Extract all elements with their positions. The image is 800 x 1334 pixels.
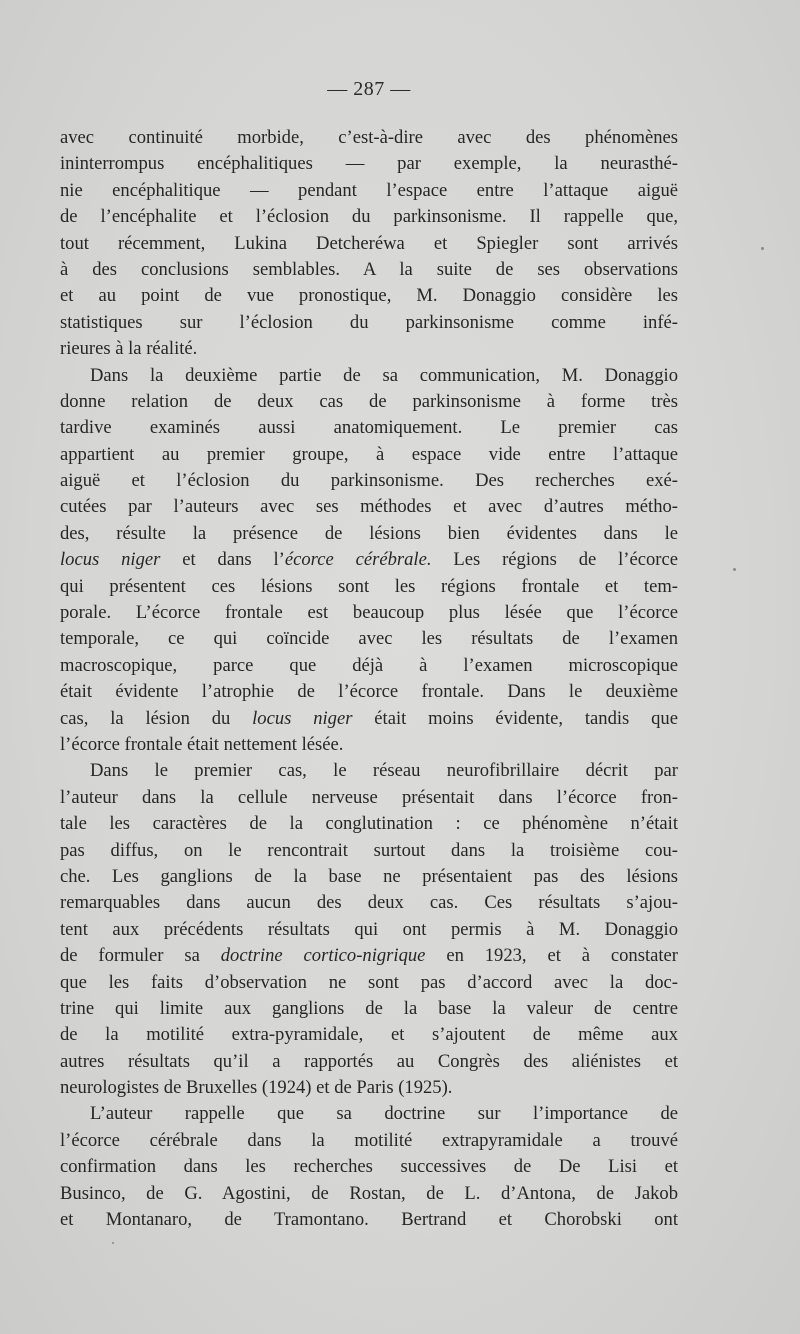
- text-run: Businco, de G. Agostini, de Rostan, de L. d’Antona, de Jakob: [60, 1182, 678, 1204]
- text-run: et dans l’: [160, 549, 285, 571]
- italic-text: locus niger: [252, 707, 353, 729]
- text-run: tout récemment, Lukina Detcheréwa et Spiegler sont arrivés: [60, 232, 678, 254]
- text-line: [60, 310, 678, 336]
- text-run: que les faits d’observation ne sont pas d’accord avec la doc-: [60, 971, 678, 993]
- text-line: [60, 970, 678, 996]
- text-run: l’auteur dans la cellule nerveuse présentait dans l’écorce fron-: [60, 786, 678, 808]
- text-run: Dans la deuxième partie de sa communication, M. Donaggio: [90, 364, 678, 386]
- text-line: [60, 231, 678, 257]
- italic-text: doctrine cortico-nigrique: [220, 945, 426, 967]
- text-line: [60, 1181, 678, 1207]
- text-run: L’auteur rappelle que sa doctrine sur l’importance de: [90, 1103, 678, 1125]
- text-line: [60, 653, 678, 679]
- italic-text: locus niger: [60, 549, 161, 571]
- text-line: [60, 389, 678, 415]
- text-line: [60, 1128, 678, 1154]
- text-line: [60, 574, 678, 600]
- text-run: aiguë et l’éclosion du parkinsonisme. Des recherches exé-: [60, 470, 678, 492]
- text-line: [60, 838, 678, 864]
- text-run: et Montanaro, de Tramontano. Bertrand et Chorobski ont: [60, 1209, 678, 1231]
- text-run: tardive examinés aussi anatomiquement. Le premier cas: [60, 417, 678, 439]
- paper-speck: [112, 1242, 114, 1244]
- text-line: [60, 442, 678, 468]
- text-run: des, résulte la présence de lésions bien évidentes dans le: [60, 522, 678, 544]
- text-run: était moins évidente, tandis que: [352, 707, 678, 729]
- text-run: de l’encéphalite et l’éclosion du parkinsonisme. Il rappelle que,: [60, 206, 678, 228]
- text-run: autres résultats qu’il a rapportés au Congrès des aliénistes et: [60, 1050, 678, 1072]
- text-run: remarquables dans aucun des deux cas. Ces résultats s’ajou-: [60, 892, 678, 914]
- text-line: [60, 1022, 678, 1048]
- text-run: cas, la lésion du: [60, 707, 253, 729]
- text-line: [60, 1075, 678, 1101]
- text-line: [60, 468, 678, 494]
- text-line: [60, 600, 678, 626]
- text-run: porale. L’écorce frontale est beaucoup plus lésée que l’écorce: [60, 602, 678, 624]
- body-text: [60, 125, 678, 1233]
- text-run: avec continuité morbide, c’est-à-dire avec des phénomènes: [60, 127, 678, 148]
- text-run: Dans le premier cas, le réseau neurofibrillaire décrit par: [90, 760, 678, 782]
- text-run: che. Les ganglions de la base ne présentaient pas des lésions: [60, 865, 678, 887]
- text-line: [60, 785, 678, 811]
- page-number: — 287 —: [327, 78, 411, 100]
- text-run: pas diffus, on le rencontrait surtout dans la troisième cou-: [60, 839, 678, 861]
- text-line: [60, 996, 678, 1022]
- text-line: [60, 943, 678, 969]
- text-run: trine qui limite aux ganglions de la base la valeur de centre: [60, 997, 678, 1019]
- text-line: [60, 917, 678, 943]
- text-line: [60, 494, 678, 520]
- text-line: [60, 1207, 678, 1233]
- text-run: de formuler sa: [60, 945, 221, 967]
- text-line: [60, 626, 678, 652]
- text-line: [60, 204, 678, 230]
- paper-speck: [761, 247, 764, 250]
- text-run: était évidente l’atrophie de l’écorce frontale. Dans le deuxième: [60, 681, 678, 703]
- text-run: donne relation de deux cas de parkinsonisme à forme très: [60, 390, 678, 412]
- text-run: qui présentent ces lésions sont les régions frontale et tem-: [60, 575, 678, 597]
- text-run: rieures à la réalité.: [60, 338, 198, 360]
- text-line: [60, 1154, 678, 1180]
- text-line: [60, 758, 678, 784]
- text-line: [60, 151, 678, 177]
- text-run: en 1923, et à constater: [425, 945, 678, 967]
- text-line: [60, 1101, 678, 1127]
- text-run: macroscopique, parce que déjà à l’examen microscopique: [60, 654, 678, 676]
- text-run: tent aux précédents résultats qui ont permis à M. Donaggio: [60, 918, 678, 940]
- text-line: [60, 336, 678, 362]
- text-run: l’écorce frontale était nettement lésée.: [60, 733, 344, 755]
- text-line: [60, 415, 678, 441]
- text-line: [60, 811, 678, 837]
- text-run: confirmation dans les recherches successives de De Lisi et: [60, 1156, 678, 1178]
- italic-text: écorce cérébrale.: [284, 549, 432, 571]
- text-run: neurologistes de Bruxelles (1924) et de Paris (1925).: [60, 1077, 453, 1099]
- text-line: [60, 363, 678, 389]
- text-line: [60, 1049, 678, 1075]
- text-line: [60, 283, 678, 309]
- text-run: et au point de vue pronostique, M. Donaggio considère les: [60, 285, 678, 307]
- text-line: [60, 679, 678, 705]
- paper-speck: [733, 568, 736, 571]
- text-line: [60, 521, 678, 547]
- text-line: [60, 257, 678, 283]
- text-run: de la motilité extra-pyramidale, et s’ajoutent de même aux: [60, 1024, 678, 1046]
- text-line: [60, 178, 678, 204]
- text-line: [60, 706, 678, 732]
- text-run: à des conclusions semblables. A la suite de ses observations: [60, 258, 678, 280]
- text-run: appartient au premier groupe, à espace vide entre l’attaque: [60, 443, 678, 465]
- text-run: Les régions de l’écorce: [431, 549, 678, 571]
- text-run: ininterrompus encéphalitiques — par exemple, la neurasthé-: [60, 153, 678, 175]
- text-line: [60, 890, 678, 916]
- text-run: nie encéphalitique — pendant l’espace entre l’attaque aiguë: [60, 179, 678, 201]
- text-run: cutées par l’auteurs avec ses méthodes et avec d’autres métho-: [60, 496, 678, 518]
- text-line: [60, 547, 678, 573]
- text-line: [60, 125, 678, 151]
- text-run: tale les caractères de la conglutination : ce phénomène n’était: [60, 813, 678, 835]
- text-line: [60, 864, 678, 890]
- text-run: l’écorce cérébrale dans la motilité extrapyramidale a trouvé: [60, 1129, 678, 1151]
- text-run: statistiques sur l’éclosion du parkinsonisme comme infé-: [60, 311, 678, 333]
- text-line: [60, 732, 678, 758]
- text-run: temporale, ce qui coïncide avec les résultats de l’examen: [60, 628, 678, 650]
